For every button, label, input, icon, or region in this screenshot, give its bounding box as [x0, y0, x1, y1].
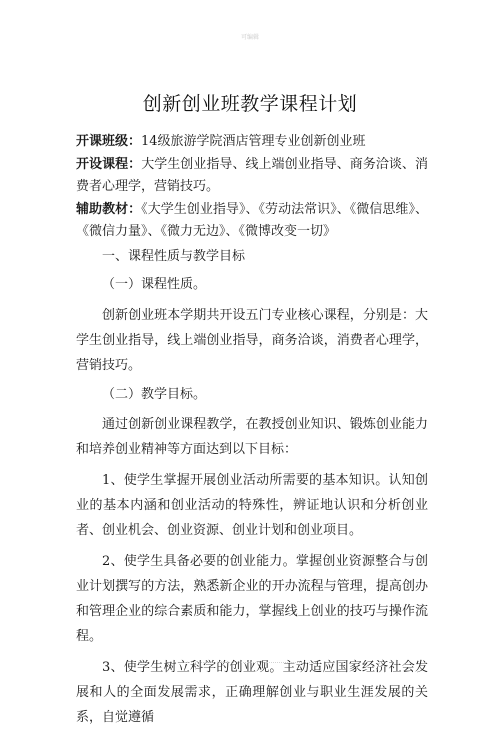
sub2-heading: （二）教学目标。	[102, 386, 207, 402]
courses-label: 开设课程：	[76, 156, 142, 172]
document-title: 创新创业班教学课程计划	[142, 93, 358, 115]
materials-line	[76, 199, 428, 244]
goal-1: 1、使学生掌握开展创业活动所需要的基本知识。认知创业的基本内涵和创业活动的特殊性，辨证地认识和分析创业者、创业机会、创业资源、创业计划和创业项目。	[76, 473, 428, 538]
materials-value: 《大学生创业指导》、《劳动法常识》、《微信思维》、《微信力量》、《微力无边》、《微博改变一切》	[76, 201, 428, 239]
goal-2: 2、使学生具备必要的创业能力。掌握创业资源整合与创业计划撰写的方法，熟悉新企业的开办流程与管理，提高创办和管理企业的综合素质和能力，掌握线上创业的技巧与操作流程。	[76, 554, 428, 644]
sub2-intro: 通过创新创业课程教学，在教授创业知识、锻炼创业能力和培养创业精神等方面达到以下目标：	[76, 417, 428, 457]
materials-label: 辅助教材：	[76, 201, 142, 217]
class-line	[76, 131, 428, 154]
goal-3: 3、使学生树立科学的创业观。主动适应国家经济社会发展和人的全面发展需求，正确理解创业与职业生涯发展的关系，自觉遵循	[76, 660, 428, 725]
courses-line	[76, 154, 428, 199]
courses-value: 大学生创业指导、线上端创业指导、商务洽谈、消费者心理学，营销技巧。	[76, 156, 428, 194]
footer-divider	[184, 662, 316, 663]
document-body	[76, 131, 428, 730]
class-label: 开课班级：	[76, 134, 142, 149]
sub1-heading: （一）课程性质。	[102, 277, 207, 292]
sub1-text: 创新创业班本学期共开设五门专业核心课程，分别是：大学生创业指导，线上端创业指导，商务洽谈，消费者心理学，营销技巧。	[76, 307, 428, 373]
header-watermark: 可编辑	[240, 34, 259, 41]
class-value: 14级旅游学院酒店管理专业创新创业班	[141, 134, 366, 149]
section1-heading: 一、课程性质与教学目标	[102, 248, 246, 264]
